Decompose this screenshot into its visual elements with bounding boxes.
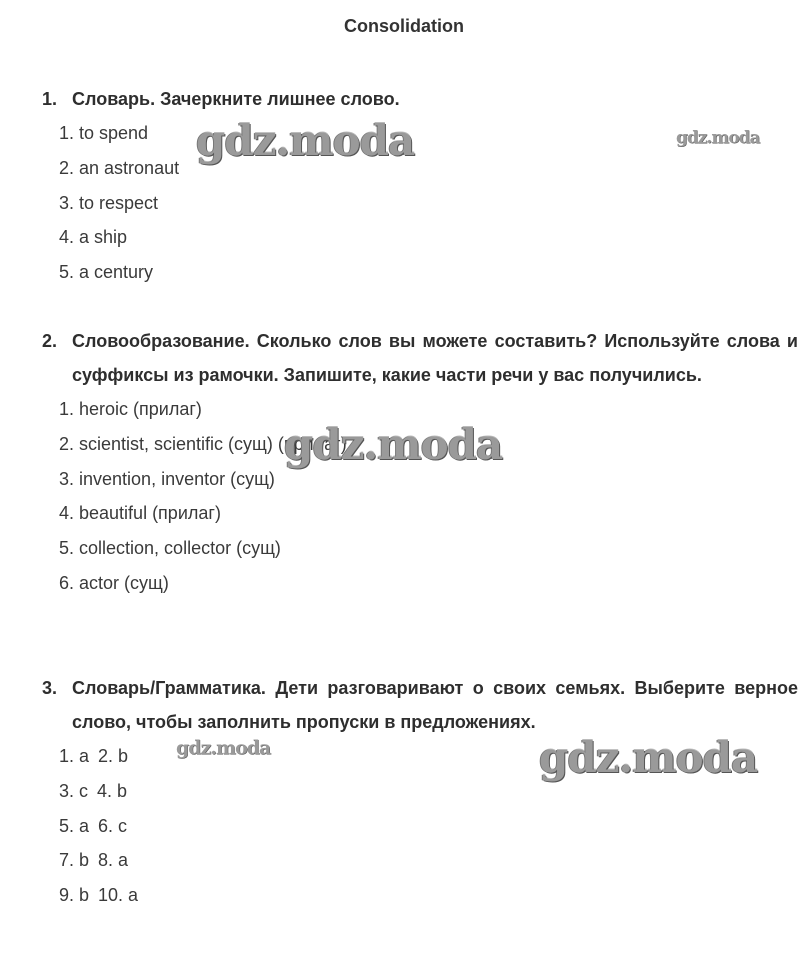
watermark: gdz.moda bbox=[539, 733, 758, 782]
answer-cell: 10. a bbox=[98, 885, 139, 906]
list-item bbox=[0, 843, 808, 878]
answer-cell: 2. b bbox=[98, 746, 129, 766]
answer-cell: 1. a bbox=[59, 746, 90, 766]
watermark: gdz.moda bbox=[176, 737, 271, 759]
list-item: 4. a ship bbox=[59, 227, 128, 248]
task-heading-text: Словарь. Зачеркните лишнее слово. bbox=[72, 89, 400, 109]
task-number: 3. bbox=[42, 678, 58, 698]
list-item: 3. invention, inventor (сущ) bbox=[59, 468, 275, 489]
answer-cell: 8. a bbox=[98, 850, 129, 871]
answer-cell: 6. c bbox=[98, 815, 128, 836]
answer-cell: 4. b bbox=[97, 780, 128, 801]
list-item bbox=[0, 809, 808, 844]
task-2-heading bbox=[0, 324, 808, 392]
answer-cell: 7. b bbox=[59, 850, 90, 871]
list-item: 3. to respect bbox=[59, 192, 159, 213]
task-1 bbox=[0, 82, 808, 290]
answer-cell: 9. b bbox=[59, 885, 90, 906]
page-title: Consolidation bbox=[344, 16, 464, 36]
task-3 bbox=[0, 671, 808, 913]
task-heading-text: Словообразование. Сколько слов вы можете составить? Используйте слова и суффиксы из рамочки. Запишите, какие части речи у вас получились. bbox=[72, 331, 798, 385]
answer-cell: 3. c bbox=[59, 780, 89, 801]
list-item: 2. scientist, scientific (сущ) (прилаг) bbox=[59, 433, 347, 454]
watermark: gdz.moda bbox=[676, 128, 760, 148]
answer-cell: 5. a bbox=[59, 815, 90, 836]
list-item: 1. to spend bbox=[59, 123, 149, 143]
list-item: 1. heroic (прилаг) bbox=[59, 399, 202, 419]
list-item: 6. actor (сущ) bbox=[59, 572, 169, 593]
task-3-heading bbox=[0, 671, 808, 739]
task-number: 2. bbox=[42, 331, 58, 351]
watermark: gdz.moda bbox=[284, 420, 503, 469]
task-heading-text: Словарь/Грамматика. Дети разговаривают о своих семьях. Выберите верное слово, чтобы заполнить пропуски в предложениях. bbox=[72, 678, 798, 732]
task-1-heading bbox=[0, 82, 808, 116]
list-item: 5. a century bbox=[59, 262, 154, 283]
watermark: gdz.moda bbox=[196, 116, 415, 165]
list-item: 4. beautiful (прилаг) bbox=[59, 503, 221, 524]
list-item: 2. an astronaut bbox=[59, 157, 180, 178]
list-item bbox=[0, 878, 808, 913]
task-number: 1. bbox=[42, 89, 58, 109]
list-item: 5. collection, collector (сущ) bbox=[59, 538, 281, 559]
